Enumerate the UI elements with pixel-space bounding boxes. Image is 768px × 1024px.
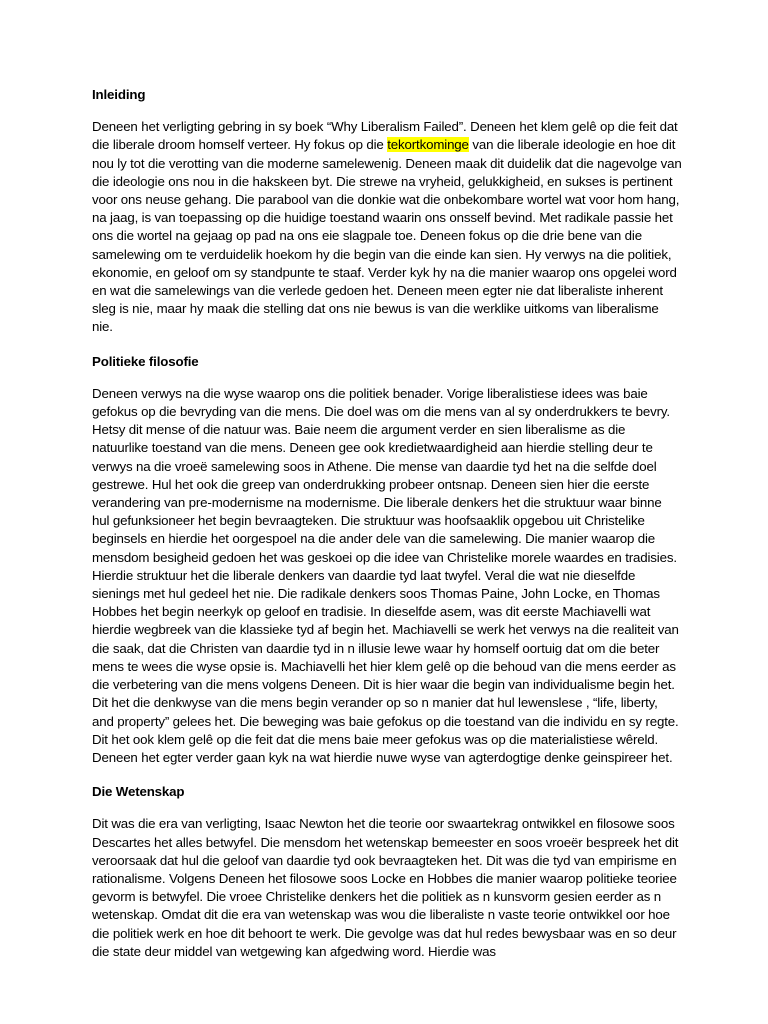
paragraph-inleiding — [92, 118, 682, 336]
paragraph-politieke-filosofie: Deneen verwys na die wyse waarop ons die politiek benader. Vorige liberalistiese idees was baie gefokus op die bevryding van die mens. Die doel was om die mens van al sy onderdrukkers te bevry. Hetsy dit mense of die natuur was. Baie neem die argument verder en sien liberalisme as die natuurlike toestand van die mens. Deneen gee ook kredietwaardigheid aan hierdie stelling deur te verwys na die vroeë samelewing soos in Athene. Die mense van daardie tyd het na die selfde doel gestrewe. Hul het ook die greep van onderdrukking probeer ontsnap. Deneen sien hier die eerste verandering van pre-modernisme na modernisme. Die liberale denkers het die struktuur waar binne hul gefunksioneer het begin bevraagteken. Die struktuur was hoofsaaklik opgebou uit Christelike beginsels en hierdie het oorgespoel na die ander dele van die samelewing. Die manier waarop die mensdom besigheid gedoen het was geskoei op die idee van Christelike morele waardes en tradisies. Hierdie struktuur het die liberale denkers van daardie tyd laat twyfel. Veral die wat nie dieselfde sienings met hul gedeel het nie. Die radikale denkers soos Thomas Paine, John Locke, en Thomas Hobbes het begin neerkyk op geloof en tradisie. In dieselfde asem, was dit eerste Machiavelli wat hierdie wegbreek van die klassieke tyd af begin het. Machiavelli se werk het verwys na die realiteit van die saak, dat die Christen van daardie tyd in n illusie lewe waar hy homself oortuig dat om die beter mens te wees die wyse opsie is. Machiavelli het hier klem gelê op die behoud van die mens eerder as die verbetering van die mens volgens Deneen. Dit is hier waar die begin van individualisme begin het. Dit het die denkwyse van die mens begin verander op so n manier dat hul lewenslese , “life, liberty, and property” gelees het. Die beweging was baie gefokus op die toestand van die individu en sy regte. Dit het ook klem gelê op die feit dat die mens baie meer gefokus was op die materialistiese wêreld. Deneen het egter verder gaan kyk na wat hierdie nuwe wyse van agterdogtige denke geinspireer het. — [92, 385, 679, 765]
document-page — [92, 86, 682, 977]
section-heading-inleiding: Inleiding — [92, 87, 146, 102]
paragraph-die-wetenskap: Dit was die era van verligting, Isaac Newton het die teorie oor swaartekrag ontwikkel en filosowe soos Descartes het alles betwyfel. Die mensdom het wetenskap bemeester en soos vroeër bespreek het dit veroorsaak dat hul die geloof van daardie tyd ook bevraagteken het. Dit was die tyd van empirisme en rationalisme. Volgens Deneen het filosowe soos Locke en Hobbes die manier waarop politieke teoriee gevorm is betwyfel. Die vroee Christelike denkers het die politiek as n kunsvorm gesien eerder as n wetenskap. Omdat dit die era van wetenskap was wou die liberaliste n vaste teorie ontwikkel oor hoe die politiek werk en hoe dit behoort te werk. Die gevolge was dat hul redes bewysbaar was en so deur die state deur middel van wetgewing kan afgedwing word. Hierdie was — [92, 816, 679, 959]
section-heading-politieke-filosofie: Politieke filosofie — [92, 353, 199, 369]
paragraph-inleiding-part-2: van die liberale ideologie en hoe dit nou ly tot die verotting van die moderne samelewenig. Deneen maak dit duidelik dat die nagevolge van die ideologie ons nou in die hakskeen byt. Die strewe na vryheid, gelukkigheid, en sukses is pertinent voor ons neuse gehang. Die parabool van die donkie wat die onbekombare wortel wat voor hom hang, na jaag, is van toepassing op die huidige toestand waarin ons onsself bevind. Met radikale passie het ons die wortel na gejaag op pad na ons eie slagpale toe. Deneen fokus op die drie bene van die samelewing om te verduidelik hoekom hy die begin van die einde kan sien. Hy verwys na die politiek, ekonomie, en geloof om sy standpunte te staaf. Verder kyk hy na die manier waarop ons opgelei word en wat die samelewings van die verlede gedoen het. Deneen meen egter nie dat liberaliste inherent sleg is nie, maar hy maak die stelling dat ons nie bewus is van die werklike uitkoms van liberalisme nie. — [92, 137, 682, 335]
section-heading-die-wetenskap: Die Wetenskap — [92, 784, 185, 800]
paragraph-inleiding-part-1: Deneen het verligting gebring in sy boek “Why Liberalism Failed”. Deneen het klem gelê op die feit dat die liberale droom homself verteer. Hy fokus op die — [92, 119, 678, 153]
highlighted-word: tekortkominge — [387, 137, 469, 153]
